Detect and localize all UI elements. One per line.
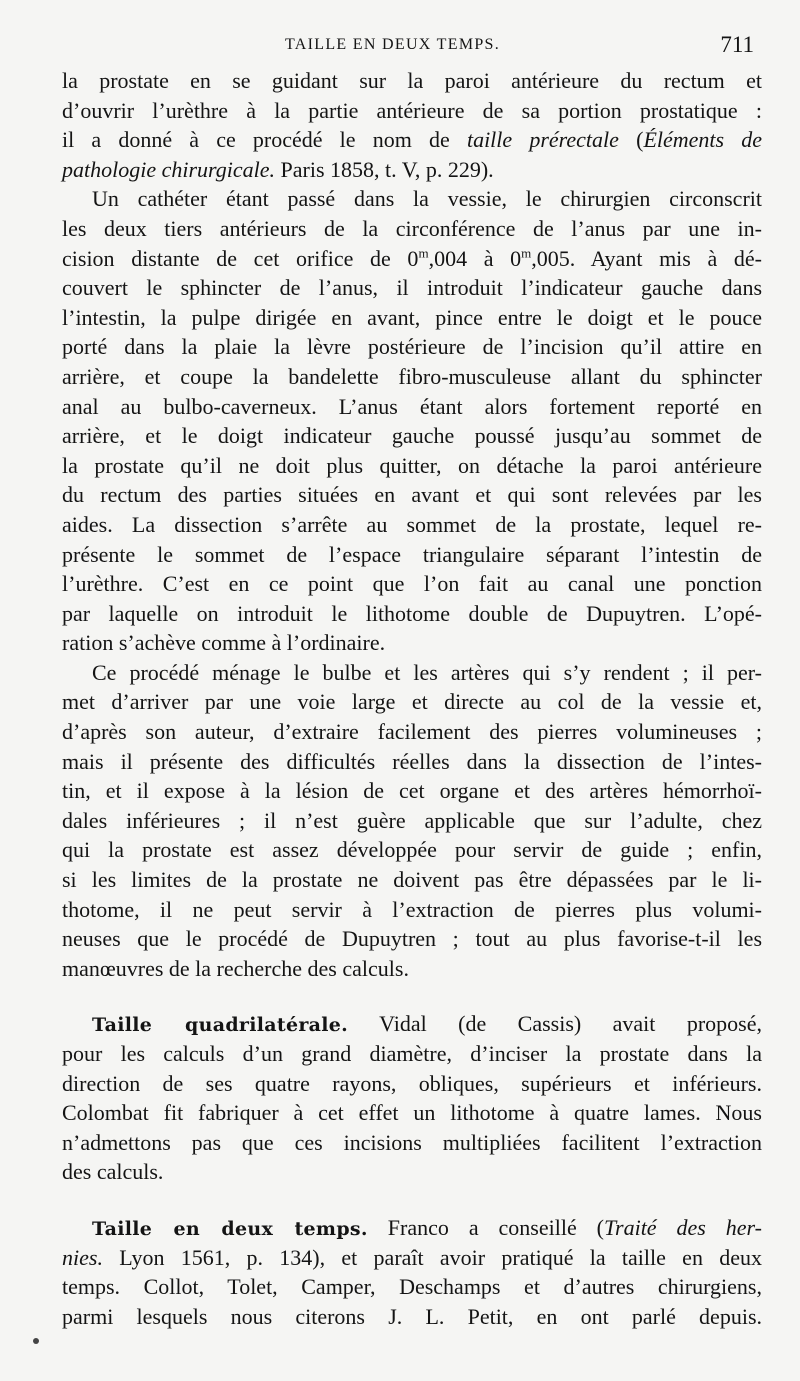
text-line: dales inférieures ; il n’est guère applicable que sur l’adulte, chez xyxy=(62,807,762,833)
text-line: anal au bulbo-caverneux. L’anus étant alors fortement reporté en xyxy=(62,393,762,419)
section-gap xyxy=(62,1187,762,1213)
text-line xyxy=(62,1243,762,1273)
body-text xyxy=(62,66,762,1331)
text-run: Vidal (de Cassis) avait proposé, xyxy=(348,1011,762,1037)
text-run: ,004 à 0 xyxy=(428,245,522,271)
text-line xyxy=(62,244,762,274)
text-line: aides. La dissection s’arrête au sommet de la prostate, lequel re- xyxy=(62,511,762,537)
text-line: si les limites de la prostate ne doivent pas être dépassées par le li- xyxy=(62,867,762,893)
text-line: mais il présente des difficultés réelles dans la dissection de l’intes- xyxy=(62,748,762,774)
italic-run: pathologie chirurgicale. xyxy=(62,156,276,182)
text-run: ( xyxy=(618,127,644,153)
unit-superscript: m xyxy=(418,245,429,261)
text-line: thotome, il ne peut servir à l’extraction de pierres plus volumi- xyxy=(62,896,762,922)
text-line: d’ouvrir l’urèthre à la partie antérieure de sa portion prostatique : xyxy=(62,97,762,123)
text-line: neuses que le procédé de Dupuytren ; tout au plus favorise-t-il les xyxy=(62,926,762,952)
text-line: qui la prostate est assez développée pour servir de guide ; enfin, xyxy=(62,837,762,863)
text-line: Colombat fit fabriquer à cet effet un lithotome à quatre lames. Nous xyxy=(62,1100,762,1126)
text-line: arrière, et coupe la bandelette fibro-musculeuse allant du sphincter xyxy=(62,363,762,389)
text-line: Ce procédé ménage le bulbe et les artères qui s’y rendent ; il per- xyxy=(92,659,762,685)
text-line xyxy=(62,1009,762,1039)
text-line: la prostate en se guidant sur la paroi antérieure du rectum et xyxy=(62,68,762,93)
text-line: les deux tiers antérieurs de la circonférence de l’anus par une in- xyxy=(62,215,762,241)
text-line: ration s’achève comme à l’ordinaire. xyxy=(62,630,386,656)
text-line: des calculs. xyxy=(62,1159,164,1185)
text-line: arrière, et le doigt indicateur gauche poussé jusqu’au sommet de xyxy=(62,423,762,449)
text-line: présente le sommet de l’espace triangulaire séparant l’intestin de xyxy=(62,541,762,567)
text-line: d’après son auteur, d’extraire facilement des pierres volumineuses ; xyxy=(62,719,762,745)
italic-run: Éléments de xyxy=(643,127,763,153)
text-run: Paris 1858, t. V, p. 229). xyxy=(275,156,494,182)
text-line: temps. Collot, Tolet, Camper, Deschamps et d’autres chirurgiens, xyxy=(62,1274,762,1300)
text-run: ,005. Ayant mis à dé- xyxy=(531,245,763,271)
text-line: manœuvres de la recherche des calculs. xyxy=(62,955,409,981)
running-title: TAILLE EN DEUX TEMPS. xyxy=(285,36,501,53)
text-run: Franco a conseillé ( xyxy=(367,1214,604,1240)
text-line xyxy=(62,125,762,155)
text-run: il a donné à ce procédé le nom de xyxy=(62,127,467,153)
text-line: par laquelle on introduit le lithotome double de Dupuytren. L’opé- xyxy=(62,600,762,626)
section-heading: Taille quadrilatérale. xyxy=(92,1014,349,1037)
text-line: pour les calculs d’un grand diamètre, d’inciser la prostate dans la xyxy=(62,1041,762,1066)
text-run: Lyon 1561, p. 134), et paraît avoir pratiqué la taille en deux xyxy=(102,1244,762,1270)
running-head xyxy=(0,34,800,62)
text-line: du rectum des parties situées en avant et qui sont relevées par les xyxy=(62,482,762,508)
text-line: parmi lesquels nous citerons J. L. Petit, en ont parlé depuis. xyxy=(62,1303,762,1329)
italic-run: nies. xyxy=(62,1244,103,1270)
text-run: cision distante de cet orifice de 0 xyxy=(62,245,419,271)
text-line: l’intestin, la pulpe dirigée en avant, pince entre le doigt et le pouce xyxy=(62,304,762,330)
text-line xyxy=(62,1213,762,1243)
text-line: met d’arriver par une voie large et directe au col de la vessie et, xyxy=(62,689,762,715)
page-number: 711 xyxy=(720,32,754,57)
text-line: tin, et il expose à la lésion de cet organe et des artères hémorrhoï- xyxy=(62,778,762,804)
text-line: couvert le sphincter de l’anus, il introduit l’indicateur gauche dans xyxy=(62,275,762,301)
text-line: la prostate qu’il ne doit plus quitter, on détache la paroi antérieure xyxy=(62,452,762,478)
text-line: direction de ses quatre rayons, obliques, supérieurs et inférieurs. xyxy=(62,1070,762,1096)
ink-speck xyxy=(33,1338,39,1344)
italic-run: Traité des her- xyxy=(604,1214,762,1240)
unit-superscript: m xyxy=(521,245,532,261)
text-line: Un cathéter étant passé dans la vessie, le chirurgien circonscrit xyxy=(92,186,762,212)
text-line xyxy=(62,155,762,185)
section-gap xyxy=(62,983,762,1009)
section-heading: Taille en deux temps. xyxy=(92,1217,368,1240)
text-line: porté dans la plaie la lèvre postérieure de l’incision qu’il attire en xyxy=(62,334,762,360)
italic-run: taille prérectale xyxy=(466,127,619,153)
text-line: n’admettons pas que ces incisions multipliées facilitent l’extraction xyxy=(62,1129,762,1155)
text-line: l’urèthre. C’est en ce point que l’on fait au canal une ponction xyxy=(62,571,762,597)
